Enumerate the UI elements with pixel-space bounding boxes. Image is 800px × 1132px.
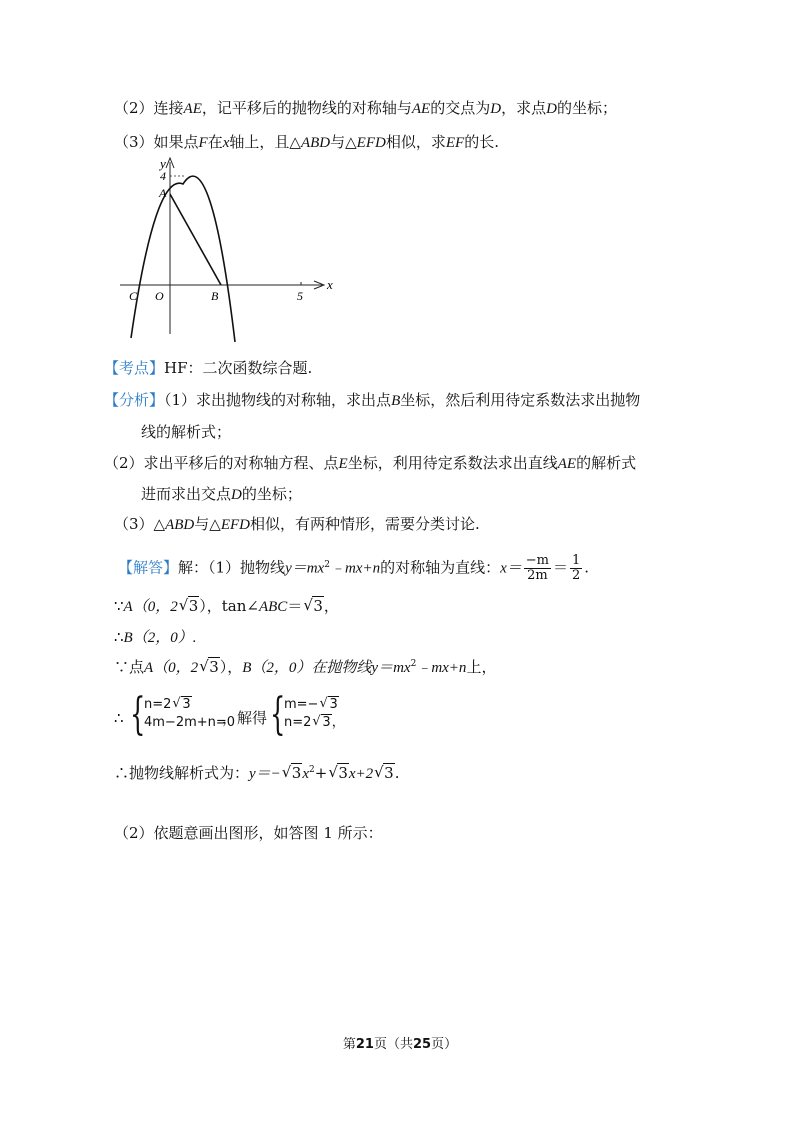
text: ， [323, 597, 339, 615]
text: 解：（1）抛物线 [178, 558, 286, 577]
radicand: 3 [338, 764, 348, 782]
sqrt-3: √ 3 [199, 657, 219, 676]
step-3 [114, 657, 496, 680]
sqrt-3: √ 3 [374, 763, 394, 782]
text: y＝− [249, 766, 281, 782]
sqrt-3: √ 3 [172, 696, 191, 712]
text: ABD [300, 135, 331, 151]
radicand: 3 [188, 597, 199, 615]
text: （3）如果点 [114, 133, 199, 151]
text: A（0，2 [144, 660, 199, 676]
text: 第 [342, 1037, 356, 1052]
text: x [302, 766, 310, 782]
y-axis-label: y [160, 156, 166, 171]
left-brace: { [130, 689, 146, 740]
sqrt-3: √ 3 [281, 763, 302, 782]
sqrt-3: √ 3 [178, 596, 199, 615]
text: A（0，2 [123, 599, 178, 615]
text: 的解析式 [576, 454, 637, 472]
text: 坐标，利用待定系数法求出直线 [347, 454, 558, 472]
text: 在 [207, 133, 223, 151]
radicand: 3 [329, 697, 338, 712]
text: x＝ [500, 560, 522, 577]
equation-line: 4m−2m+n=0 [144, 715, 236, 730]
text: ，解得 [222, 709, 268, 727]
text: 进而求出交点 [141, 485, 232, 503]
step-2 [114, 627, 196, 648]
text: 与△ [330, 133, 357, 151]
text: n=2 [144, 697, 172, 712]
text: + [314, 764, 328, 782]
denominator: 2 [572, 568, 581, 583]
page-total: 25 [413, 1037, 432, 1052]
point-c-label: C [129, 289, 138, 303]
kaodian-tag: 【考点】 [104, 359, 165, 377]
sqrt-3: √ 3 [303, 596, 323, 615]
text: m=− [284, 697, 319, 712]
question-3 [114, 132, 499, 153]
radicand: 3 [209, 658, 219, 676]
text: ），tan∠ [199, 597, 259, 615]
text: 的交点为 [430, 99, 491, 117]
jieda-line [118, 554, 589, 583]
text: F [198, 135, 208, 151]
text: ，记平移后的抛物线的对称轴与 [201, 99, 412, 117]
equation-line [284, 714, 345, 732]
superscript: 2 [309, 765, 315, 775]
fenxi-tag: 【分析】 [104, 391, 165, 409]
text: ABC [258, 599, 288, 615]
text: y＝mx [285, 560, 325, 577]
text: AE [183, 101, 202, 117]
numerator: 1 [572, 553, 581, 568]
text: 坐标，然后利用待定系数法求出抛物 [400, 391, 641, 409]
text: 与△ [194, 515, 221, 533]
text: B [391, 393, 401, 409]
text: ， [331, 715, 345, 730]
fenxi-line-3 [104, 453, 636, 474]
text: D [546, 101, 557, 117]
sqrt-3: √ 3 [319, 696, 338, 712]
text: D [231, 487, 242, 503]
text: ＝ [553, 558, 569, 577]
left-brace: { [270, 689, 286, 740]
text: （1）求出抛物线的对称轴，求出点 [164, 391, 392, 409]
fenxi-line-1 [104, 390, 640, 411]
fenxi-line-5 [114, 514, 480, 535]
question-2 [114, 98, 617, 119]
radicand: 3 [313, 597, 323, 615]
because-symbol: ∵ [114, 597, 124, 615]
point-a-label: A [159, 186, 167, 200]
fenxi-line-2 [141, 422, 231, 442]
text: B（2，0）. [123, 630, 197, 646]
text: B（2，0）在抛物线 [242, 660, 372, 676]
text: 页（共 [373, 1037, 413, 1052]
fraction-one-half [570, 554, 582, 583]
text: EF [445, 135, 465, 151]
numerator: −m [525, 553, 549, 568]
sqrt-3: √ 3 [328, 763, 348, 782]
text: AE [411, 101, 431, 117]
text: HF：二次函数综合题. [164, 359, 313, 377]
text: 页） [431, 1037, 458, 1052]
point-b-label: B [211, 289, 219, 303]
page-number: 21 [355, 1037, 374, 1052]
kaodian-line [104, 358, 312, 378]
fenxi-line-4 [141, 484, 302, 505]
text: 线的解析式； [141, 423, 232, 441]
radicand: 3 [182, 697, 191, 712]
text: E [338, 456, 348, 472]
text: ﹣mx+n [329, 560, 381, 577]
text: 的坐标； [241, 485, 302, 503]
text: ﹣mx+n [416, 660, 467, 676]
therefore-symbol: ∴ [114, 709, 124, 727]
text: EFD [356, 135, 386, 151]
text: AE [557, 456, 577, 472]
text: D [490, 101, 502, 117]
therefore-symbol: ∴ [114, 628, 124, 646]
text: ABD [165, 517, 195, 533]
sqrt-3: √ 3 [312, 714, 331, 730]
text: y＝mx [371, 660, 411, 676]
text: ）， [219, 658, 243, 676]
text: . [394, 764, 400, 782]
text: 的长. [464, 133, 499, 151]
denominator: 2m [527, 568, 548, 583]
radicand: 3 [291, 764, 302, 782]
text: （3）△ [114, 515, 166, 533]
text: x+2 [348, 766, 374, 782]
parabola-figure [115, 152, 335, 342]
equation-line [284, 696, 345, 714]
equation-system-2 [284, 696, 345, 732]
part-2-start [114, 823, 383, 843]
text: EFD [220, 517, 250, 533]
page-footer [0, 1035, 800, 1055]
superscript: 2 [410, 659, 417, 669]
step-1 [114, 596, 339, 617]
x-axis-label: x [327, 277, 333, 292]
text: （2）求出平移后的对称轴方程、点 [104, 454, 339, 472]
text: . [584, 558, 590, 577]
text: 上， [466, 658, 497, 676]
text: ，求点 [501, 99, 547, 117]
jieda-tag: 【解答】 [118, 558, 179, 577]
text: 相似，有两种情形，需要分类讨论. [249, 515, 480, 533]
radicand: 3 [322, 715, 331, 730]
step-5 [114, 763, 399, 786]
tick-5: 5 [297, 289, 303, 303]
text: x [222, 135, 230, 151]
text: （2）依题意画出图形，如答图 1 所示： [114, 824, 383, 842]
text: 相似，求 [385, 133, 446, 151]
step-4 [114, 690, 414, 746]
tick-4: 4 [160, 169, 166, 183]
text: 的坐标； [556, 99, 617, 117]
radicand: 3 [384, 764, 394, 782]
text: ∴抛物线解析式为： [114, 764, 250, 782]
fraction-neg-m-over-2m [524, 554, 551, 583]
text: 轴上，且△ [229, 133, 301, 151]
superscript: 2 [324, 559, 330, 570]
text: 的对称轴为直线： [380, 558, 501, 577]
point-o-label: O [155, 289, 164, 303]
text: （2）连接 [114, 99, 184, 117]
text: ＝ [287, 597, 303, 615]
text: n=2 [284, 715, 312, 730]
text: ∵点 [114, 658, 145, 676]
